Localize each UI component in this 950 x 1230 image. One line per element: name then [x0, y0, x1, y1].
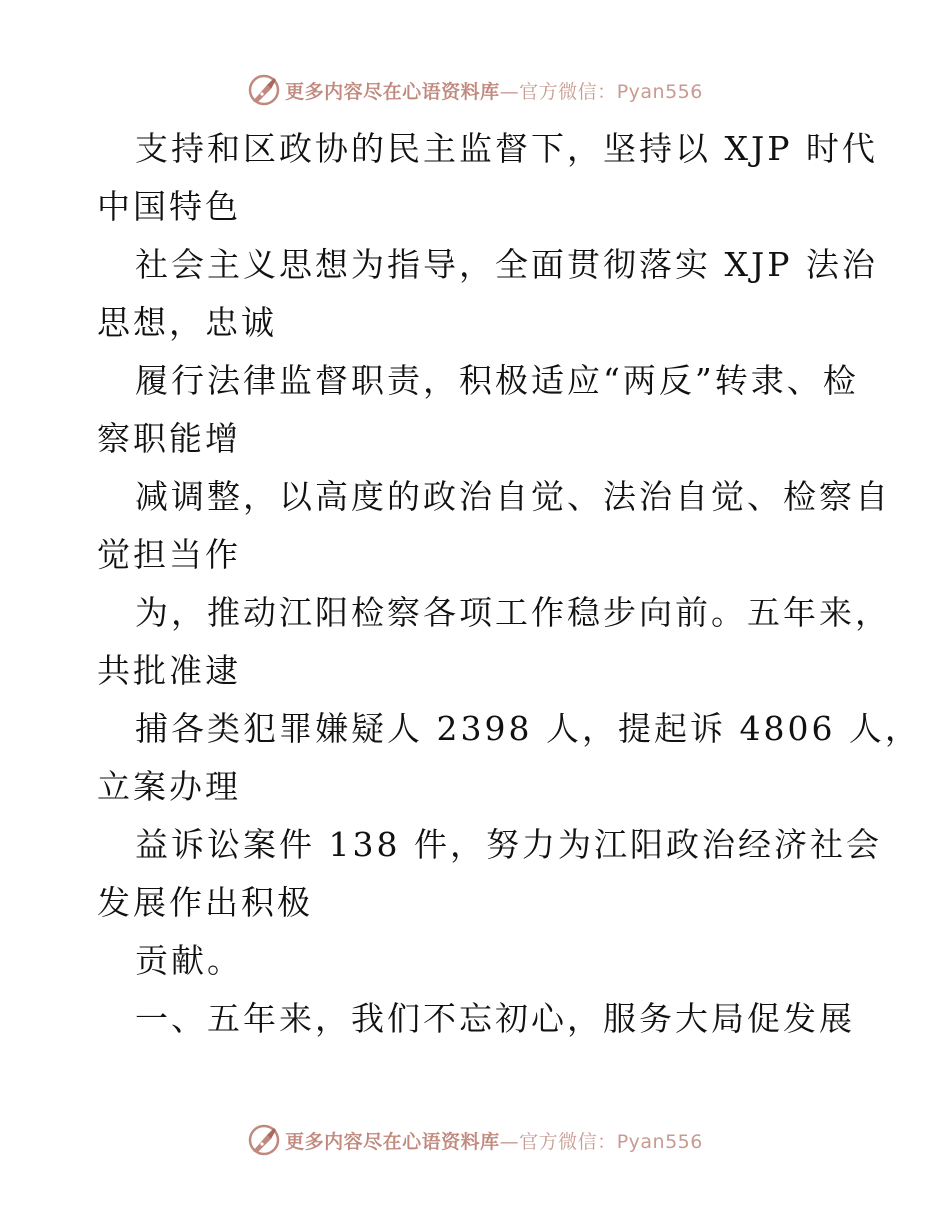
footer-watermark	[0, 1120, 950, 1160]
body-line: 支持和区政协的民主监督下，坚持以 XJP 时代	[135, 129, 878, 168]
document-body	[97, 120, 921, 1048]
section-heading: 一、五年来，我们不忘初心，服务大局促发展	[135, 999, 855, 1038]
body-line: 社会主义思想为指导，全面贯彻落实 XJP 法治	[135, 245, 878, 284]
header-watermark	[0, 70, 950, 110]
body-line: 共批准逮	[97, 651, 241, 690]
body-line: 中国特色	[97, 187, 241, 226]
fountain-pen-logo-icon	[247, 1123, 281, 1157]
body-line: 益诉讼案件 138 件，努力为江阳政治经济社会	[135, 825, 882, 864]
body-line: 减调整，以高度的政治自觉、法治自觉、检察自	[135, 477, 891, 516]
body-line: 立案办理	[97, 767, 241, 806]
fountain-pen-logo-icon	[247, 73, 281, 107]
body-line: 觉担当作	[97, 535, 241, 574]
watermark-text: 更多内容尽在心语资料库—官方微信：Pyan556	[285, 80, 703, 103]
body-line: 为，推动江阳检察各项工作稳步向前。五年来，	[135, 593, 891, 632]
body-line: 贡献。	[135, 941, 243, 980]
watermark-text: 更多内容尽在心语资料库—官方微信：Pyan556	[285, 1130, 703, 1153]
body-line: 捕各类犯罪嫌疑人 2398 人，提起诉 4806 人，	[135, 709, 921, 748]
body-line: 履行法律监督职责，积极适应“两反”转隶、检	[135, 361, 859, 400]
body-line: 思想，忠诚	[97, 303, 277, 342]
body-line: 发展作出积极	[97, 883, 313, 922]
body-line: 察职能增	[97, 419, 241, 458]
